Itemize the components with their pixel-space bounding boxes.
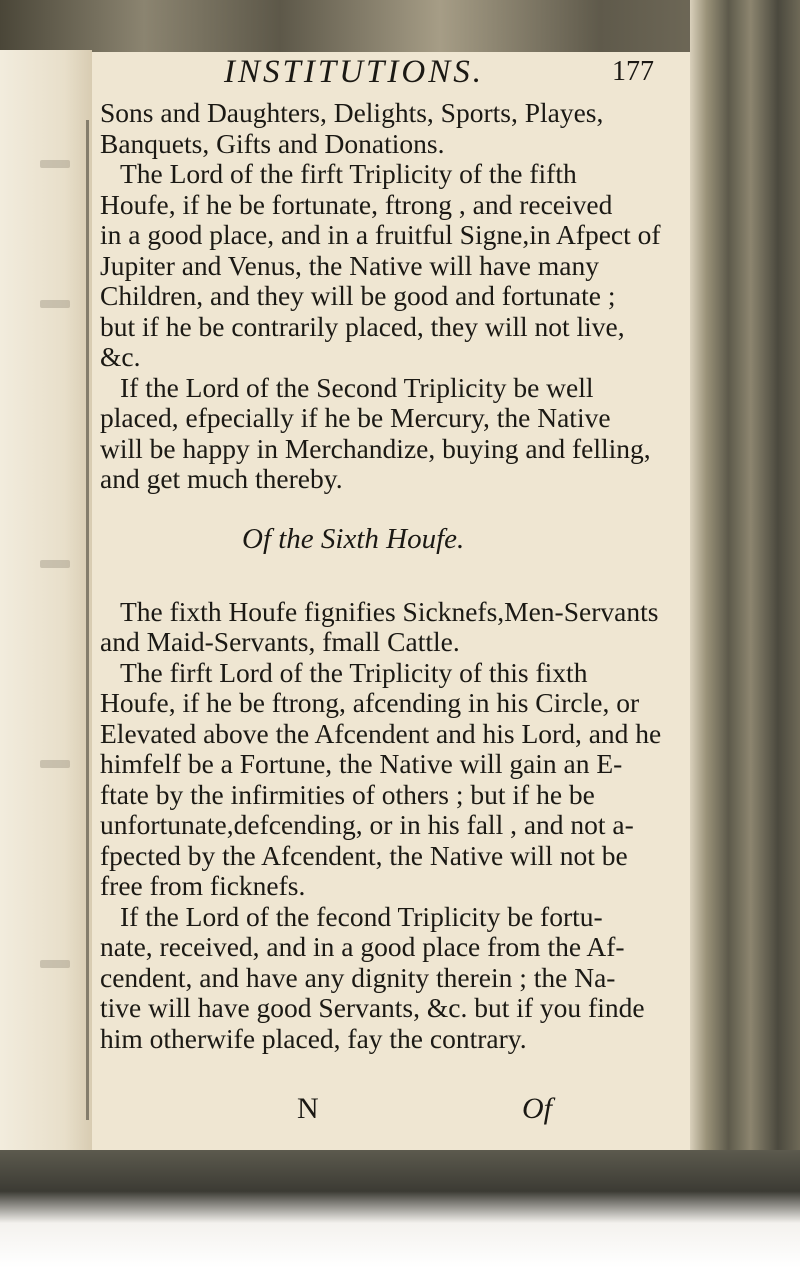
text-line: Children, and they will be good and fortunate ; bbox=[100, 280, 616, 311]
text-line: nate, received, and in a good place from the Af- bbox=[100, 931, 625, 962]
text-line: The Lord of the firft Triplicity of the fifth bbox=[120, 158, 577, 189]
text-line: him otherwife placed, fay the contrary. bbox=[100, 1022, 527, 1054]
text-line: in a good place, and in a fruitful Signe,in Afpect of bbox=[100, 219, 661, 250]
bleed-through-mark bbox=[40, 160, 70, 168]
text-line: will be happy in Merchandize, buying and felling, bbox=[100, 432, 651, 464]
text-line: Houfe, if he be fortunate, ftrong , and received bbox=[100, 188, 613, 220]
gutter-shadow bbox=[86, 120, 89, 1120]
signature-mark: N bbox=[297, 1092, 319, 1125]
text-line: The firft Lord of the Triplicity of this fixth bbox=[120, 656, 588, 688]
paragraph-5 bbox=[92, 658, 690, 902]
text-line: Banquets, Gifts and Donations. bbox=[100, 127, 445, 159]
paragraph-6 bbox=[92, 902, 690, 1055]
left-margin bbox=[0, 50, 92, 1150]
text-line: himfelf be a Fortune, the Native will gain an E- bbox=[100, 748, 623, 779]
text-line: free from ficknefs. bbox=[100, 870, 306, 901]
page-header bbox=[92, 52, 690, 98]
bleed-through-mark bbox=[40, 560, 70, 568]
text-line: unfortunate,defcending, or in his fall , and not a- bbox=[100, 809, 634, 840]
bleed-through-mark bbox=[40, 300, 70, 308]
text-line: fpected by the Afcendent, the Native will not be bbox=[100, 839, 628, 871]
text-line: placed, efpecially if he be Mercury, the Native bbox=[100, 402, 611, 433]
page-bottom-edge bbox=[0, 1150, 800, 1268]
text-line: If the Lord of the Second Triplicity be well bbox=[120, 371, 594, 403]
catchword: Of bbox=[522, 1092, 552, 1125]
text-line: If the Lord of the fecond Triplicity be fortu- bbox=[120, 900, 603, 932]
paragraph-3 bbox=[92, 373, 690, 495]
text-line: ftate by the infirmities of others ; but if he be bbox=[100, 778, 595, 810]
text-line: and Maid-Servants, fmall Cattle. bbox=[100, 626, 460, 657]
text-line: Sons and Daughters, Delights, Sports, Playes, bbox=[100, 97, 604, 128]
text-line: &c. bbox=[100, 341, 141, 372]
text-line: Houfe, if he be ftrong, afcending in his Circle, or bbox=[100, 687, 640, 718]
paragraph-2 bbox=[92, 159, 690, 373]
bleed-through-mark bbox=[40, 960, 70, 968]
text-line: and get much thereby. bbox=[100, 463, 343, 494]
page-text-block bbox=[92, 52, 690, 1132]
text-line: tive will have good Servants, &c. but if you finde bbox=[100, 992, 645, 1023]
running-head: INSTITUTIONS. bbox=[224, 54, 484, 90]
section-heading: Of the Sixth Houfe. bbox=[242, 522, 465, 555]
paragraph-1 bbox=[92, 98, 690, 159]
bleed-through-mark bbox=[40, 760, 70, 768]
page-top-edge bbox=[0, 0, 800, 52]
text-line: cendent, and have any dignity therein ; the Na- bbox=[100, 961, 616, 993]
text-line: Elevated above the Afcendent and his Lord, and he bbox=[100, 717, 662, 749]
page-footer bbox=[92, 1092, 690, 1132]
text-line: Jupiter and Venus, the Native will have many bbox=[100, 249, 599, 281]
paragraph-4 bbox=[92, 597, 690, 658]
book-edge-marbled bbox=[690, 0, 800, 1160]
text-line: The fixth Houfe fignifies Sicknefs,Men-Servants bbox=[120, 595, 659, 627]
text-line: but if he be contrarily placed, they will not live, bbox=[100, 310, 625, 342]
page-number: 177 bbox=[612, 56, 654, 87]
